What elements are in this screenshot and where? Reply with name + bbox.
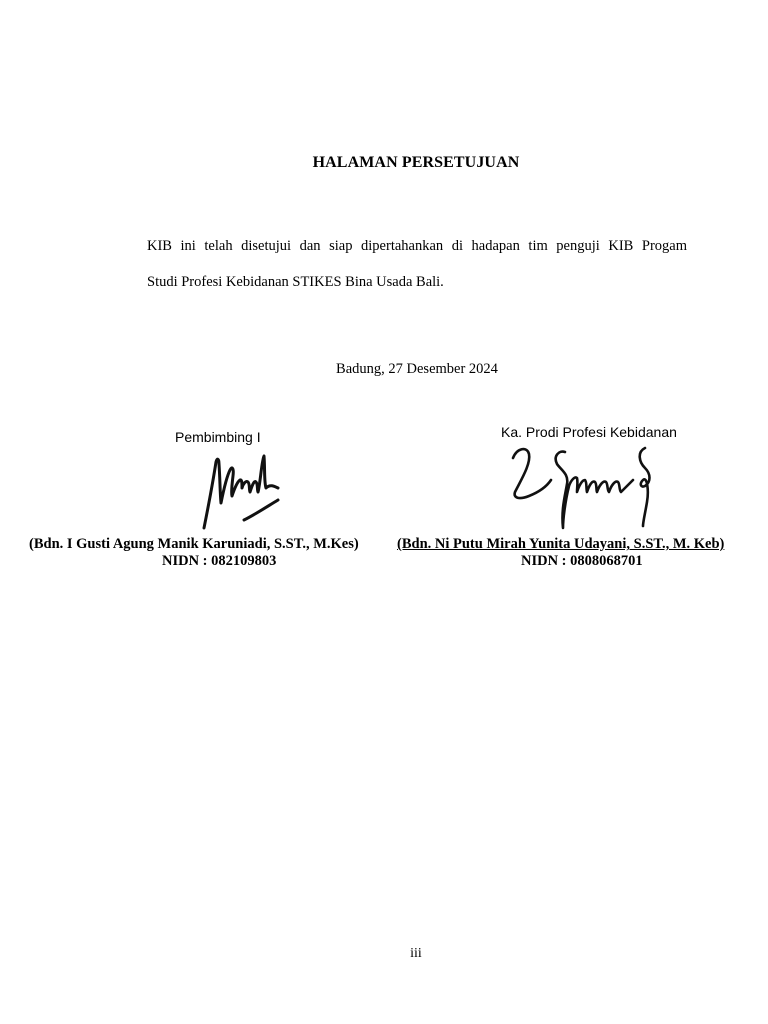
place-date: Badung, 27 Desember 2024 <box>336 361 498 377</box>
signatory-role-head-of-program: Ka. Prodi Profesi Kebidanan <box>501 424 677 440</box>
signatory-name-head-of-program: (Bdn. Ni Putu Mirah Yunita Udayani, S.ST., M. Keb) <box>397 536 725 552</box>
head-of-program-signature <box>505 440 665 535</box>
page-number: iii <box>410 946 422 961</box>
advisor-signature <box>190 448 290 534</box>
signatory-nidn-advisor: NIDN : 082109803 <box>162 553 277 569</box>
signatory-nidn-head-of-program: NIDN : 0808068701 <box>521 553 643 569</box>
approval-text-line-2: Studi Profesi Kebidanan STIKES Bina Usada Bali. <box>147 274 444 290</box>
approval-text-line-1: KIB ini telah disetujui dan siap dipertahankan di hadapan tim penguji KIB Progam <box>147 238 687 254</box>
signatory-role-advisor: Pembimbing I <box>175 429 261 445</box>
page-title: HALAMAN PERSETUJUAN <box>312 154 520 171</box>
signatory-name-advisor: (Bdn. I Gusti Agung Manik Karuniadi, S.ST., M.Kes) <box>29 536 359 552</box>
